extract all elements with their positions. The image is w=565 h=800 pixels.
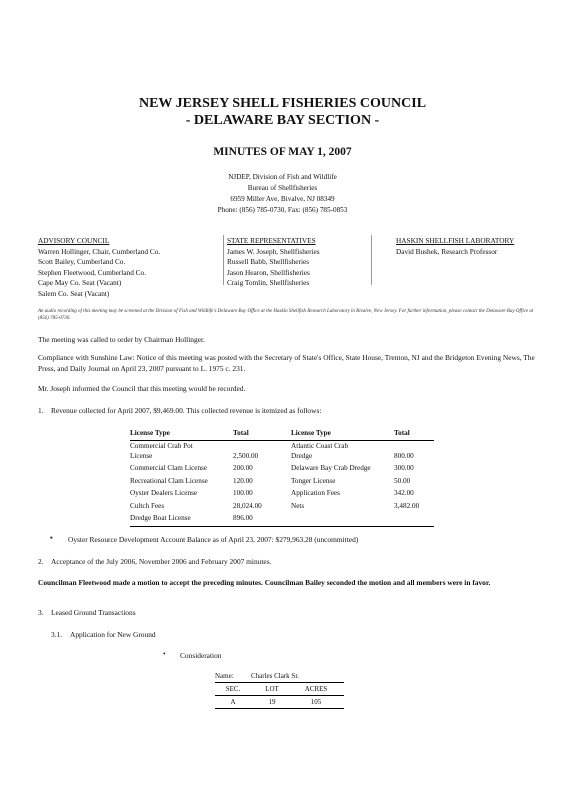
table-cell: Dredge Boat License <box>130 513 233 526</box>
state-representatives-column <box>227 236 367 289</box>
table-cell: 2,500.00 <box>233 452 259 460</box>
item-number: 1. <box>38 406 44 415</box>
revenue-table <box>130 428 434 527</box>
name-row <box>215 670 344 683</box>
table-row <box>130 463 434 476</box>
section-title: - DELAWARE BAY SECTION - <box>185 113 380 128</box>
table-cell: A <box>215 696 251 709</box>
table-row <box>215 696 344 709</box>
table-cell: 100.00 <box>233 489 253 497</box>
table-cell: 19 <box>251 696 293 709</box>
header-lot: LOT <box>251 683 293 696</box>
table-cell: Recreational Clam License <box>130 476 208 485</box>
advisory-member: Stephen Fleetwood, Cumberland Co. <box>38 267 147 277</box>
table-cell: Oyster Dealers License <box>130 489 198 497</box>
sunshine-law-paragraph: Compliance with Sunshine Law: Notice of this meeting was posted with the Secretary of State's Office, State House, Trenton, NJ and the Bridgeton Evening News, The Press, and Daily Journal on April 23, 2007 pursuant to L. 1975 c. 231. <box>38 353 535 373</box>
table-cell: 896.00 <box>233 513 291 526</box>
table-cell: Tonger License <box>291 476 336 485</box>
header-license-type: License Type <box>291 428 394 441</box>
call-to-order: The meeting was called to order by Chairman Hollinger. <box>38 335 205 344</box>
column-divider <box>371 235 372 285</box>
table-cell: Commercial Clam License <box>130 464 208 472</box>
table-cell <box>291 513 394 526</box>
acceptance-item: Acceptance of the July 2006, November 2006 and February 2007 minutes. <box>51 557 272 566</box>
address-line-3: 6959 Miller Ave, Bivalve, NJ 08349 <box>230 195 335 203</box>
advisory-council-column <box>38 236 218 300</box>
table-cell: 300.00 <box>394 464 414 472</box>
audio-recording-note: An audio recording of this meeting may be screened at the Division of Fish and Wildlife's Delaware Bay Office at the Haskin Shellfish Research Laboratory in Bivalve, New Jersey. For further information, please contact the Delaware Bay Office at (856) 785-0730. <box>38 309 534 321</box>
haskin-lab-column <box>396 236 556 257</box>
table-cell: Cultch Fees <box>130 501 165 510</box>
table-cell: 800.00 <box>394 452 414 460</box>
table-cell: 105 <box>293 696 339 709</box>
header-total: Total <box>233 428 291 441</box>
haskin-member: David Bushek, Research Professor <box>396 246 498 256</box>
table-cell: 50.00 <box>394 476 411 485</box>
new-ground-application: Application for New Ground <box>70 630 156 639</box>
state-rep-member: Craig Tomlin, Shellfisheries <box>227 278 310 288</box>
column-divider <box>223 235 224 285</box>
header-license-type: License Type <box>130 428 233 441</box>
table-row <box>130 488 434 501</box>
table-cell: 200.00 <box>233 464 253 472</box>
table-cell: 342.00 <box>394 489 414 497</box>
table-row <box>130 501 434 514</box>
table-cell: 28,024.00 <box>233 501 262 510</box>
item-number: 2. <box>38 557 44 566</box>
consideration-table <box>215 670 344 709</box>
table-cell: 120.00 <box>233 476 253 485</box>
table-cell: Commercial Crab Pot License <box>130 442 193 460</box>
advisory-member: Cape May Co. Seat (Vacant) <box>38 278 122 288</box>
consideration-label: Consideration <box>180 651 222 660</box>
item-number: 3.1. <box>51 630 63 639</box>
state-rep-member: James W. Joseph, Shellfisheries <box>227 246 320 256</box>
name-value: Charles Clark Sr. <box>251 672 300 680</box>
minutes-date-title: MINUTES OF MAY 1, 2007 <box>213 146 352 158</box>
table-cell: Delaware Bay Crab Dredge <box>291 464 371 472</box>
address-line-4: Phone: (856) 785-0730, Fax: (856) 785-0853 <box>217 206 348 214</box>
recording-notice: Mr. Joseph informed the Council that this meeting would be recorded. <box>38 384 246 393</box>
table-row <box>130 441 434 464</box>
address-line-1: NJDEP, Division of Fish and Wildlife <box>228 173 337 181</box>
table-cell: Atlantic Coast Crab Dredge <box>291 442 349 460</box>
state-rep-member: Russell Babb, Shellfisheries <box>227 257 310 267</box>
state-rep-member: Jason Hearon, Shellfisheries <box>227 267 310 277</box>
advisory-member: Salem Co. Seat (Vacant) <box>38 288 110 298</box>
header-total: Total <box>394 428 434 441</box>
bullet-square-icon: ▪ <box>50 533 53 542</box>
header-acres: ACRES <box>293 683 339 696</box>
table-cell: 3,482.00 <box>394 501 420 510</box>
consideration-header-row <box>215 683 344 696</box>
table-cell: Application Fees <box>291 489 340 497</box>
item-number: 3. <box>38 608 44 617</box>
advisory-council-heading: ADVISORY COUNCIL <box>38 236 110 245</box>
name-label: Name: <box>215 672 234 680</box>
revenue-table-header <box>130 428 434 441</box>
bullet-dot-icon: • <box>163 649 166 658</box>
table-row <box>130 476 434 489</box>
revenue-item: Revenue collected for April 2007, $9,469.00. This collected revenue is itemized as follows: <box>51 406 322 415</box>
haskin-lab-heading: HASKIN SHELLFISH LABORATORY <box>396 236 515 245</box>
state-representatives-heading: STATE REPRESENTATIVES <box>227 236 316 245</box>
oyster-account-balance: Oyster Resource Development Account Balance as of April 23, 2007: $279,963.28 (uncommitted) <box>68 535 359 544</box>
table-cell <box>394 513 434 526</box>
table-cell: Nets <box>291 501 305 510</box>
motion-paragraph: Councilman Fleetwood made a motion to accept the preceding minutes. Councilman Bailey seconded the motion and all members were in favor. <box>38 578 491 587</box>
council-title: NEW JERSEY SHELL FISHERIES COUNCIL <box>138 96 427 111</box>
leased-ground-item: Leased Ground Transactions <box>51 608 136 617</box>
address-line-2: Bureau of Shellfisheries <box>247 184 318 192</box>
header-sec: SEC. <box>215 683 251 696</box>
table-row <box>130 513 434 526</box>
advisory-member: Scott Bailey, Cumberland Co. <box>38 257 126 267</box>
advisory-member: Warren Hollinger, Chair, Cumberland Co. <box>38 246 161 256</box>
